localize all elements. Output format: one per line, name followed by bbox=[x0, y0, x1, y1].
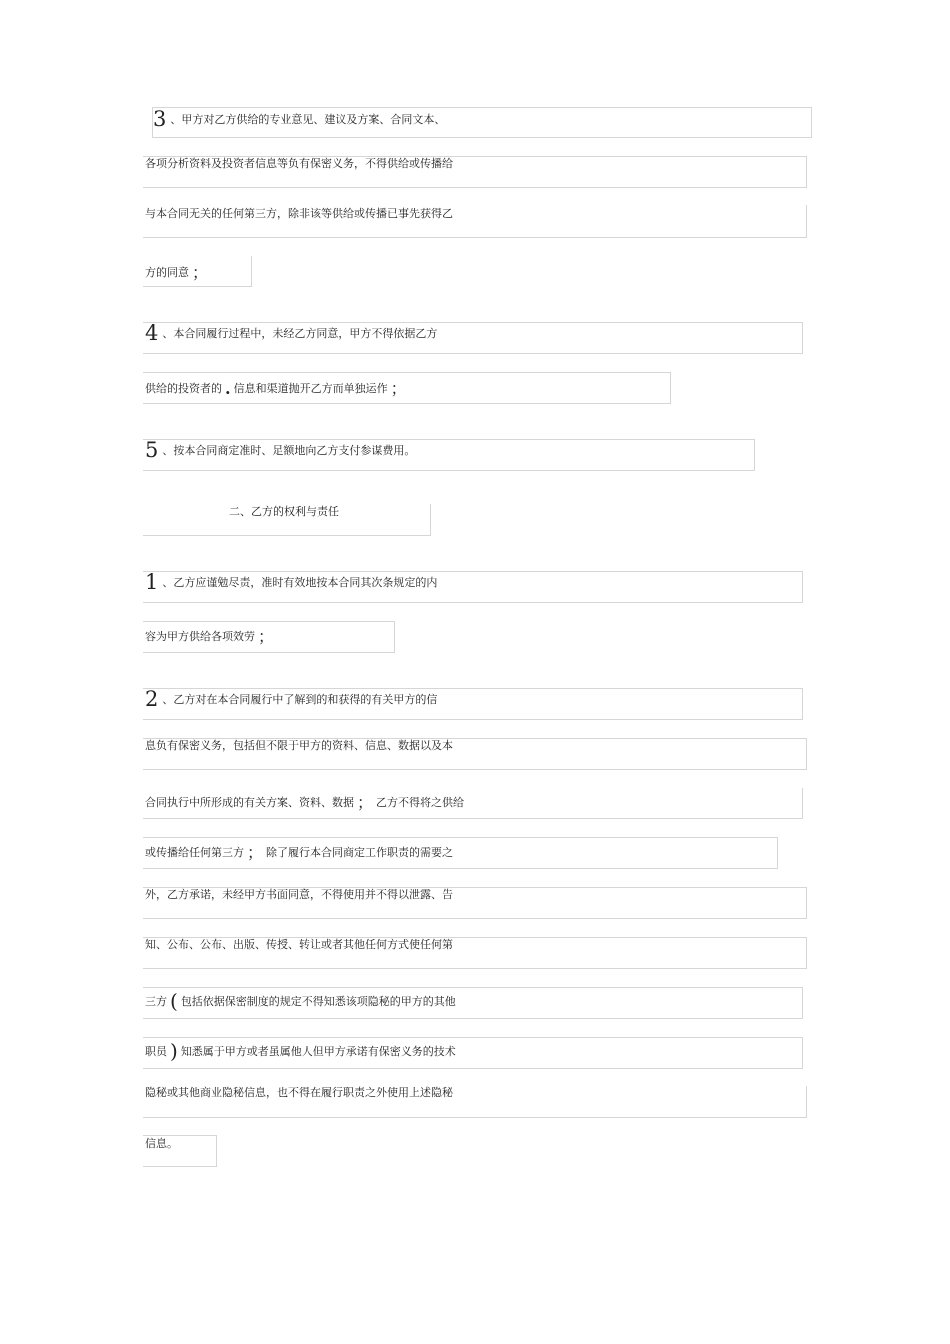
s1-item4-line2 bbox=[143, 372, 671, 404]
s2-item2-close-paren: ) bbox=[170, 1039, 178, 1063]
s2-item1-semicolon: ； bbox=[258, 627, 275, 646]
s2-item2-text5: 外，乙方承诺，未经甲方书面同意，不得使用并不得以泄露、告 bbox=[145, 888, 453, 901]
s2-heading: 二、乙方的权利与责任 bbox=[229, 505, 339, 518]
s2-item1-number: 1 bbox=[145, 570, 159, 594]
s2-item2-line8 bbox=[143, 1037, 803, 1069]
s2-item2-line9 bbox=[143, 1086, 807, 1118]
s1-item3-line1 bbox=[152, 107, 812, 138]
s1-item4-semicolon: ； bbox=[390, 379, 407, 398]
s1-item4-dot: . bbox=[225, 379, 231, 398]
s2-item2-line7 bbox=[143, 987, 803, 1019]
s2-item2-text7b: 包括依据保密制度的规定不得知悉该项隐秘的甲方的其他 bbox=[180, 995, 456, 1008]
s2-item2-text8a: 职员 bbox=[145, 1045, 167, 1058]
s2-item2-line4 bbox=[143, 837, 778, 869]
s2-item2-text4a: 或传播给任何第三方 bbox=[145, 846, 244, 859]
s2-item2-text2: 息负有保密义务，包括但不限于甲方的资料、信息、数据以及本 bbox=[145, 739, 453, 752]
s2-item2-line5 bbox=[143, 887, 807, 919]
s1-item4-text1: 、本合同履行过程中，未经乙方同意，甲方不得依据乙方 bbox=[162, 327, 438, 340]
s2-item2-text10: 信息。 bbox=[145, 1137, 178, 1150]
s1-item3-line2 bbox=[143, 156, 807, 188]
s2-item1-line2 bbox=[143, 621, 395, 653]
s2-item2-text4b: 除了履行本合同商定工作职责的需要之 bbox=[266, 846, 454, 859]
s2-item2-text8b: 知悉属于甲方或者虽属他人但甲方承诺有保密义务的技术 bbox=[180, 1045, 456, 1058]
s2-item2-number: 2 bbox=[145, 687, 159, 711]
s1-item3-line4 bbox=[143, 256, 252, 287]
s2-item2-line10 bbox=[143, 1135, 217, 1167]
s1-item5-text1: 、按本合同商定准时、足额地向乙方支付参谋费用。 bbox=[162, 444, 416, 457]
s2-item2-open-paren: ( bbox=[170, 989, 178, 1013]
s1-item4-line1 bbox=[143, 322, 803, 354]
s1-item3-line3 bbox=[143, 205, 807, 238]
s2-item2-text3a: 合同执行中所形成的有关方案、资料、数据 bbox=[145, 796, 354, 809]
s1-item3-text2: 各项分析资料及投资者信息等负有保密义务，不得供给或传播给 bbox=[145, 157, 453, 170]
s1-item3-semicolon: ； bbox=[192, 263, 209, 282]
s2-item2-line1 bbox=[143, 688, 803, 720]
s1-item3-text4: 方的同意 bbox=[145, 266, 189, 279]
s2-heading-box bbox=[143, 504, 431, 536]
s1-item5-line1 bbox=[143, 439, 755, 471]
s2-item1-text1: 、乙方应谨勉尽责，准时有效地按本合同其次条规定的内 bbox=[162, 576, 438, 589]
s2-item2-text3b: 乙方不得将之供给 bbox=[376, 796, 465, 809]
s2-item2-text7a: 三方 bbox=[145, 995, 167, 1008]
s1-item3-number: 3 bbox=[153, 107, 167, 131]
s1-item3-text1: 、甲方对乙方供给的专业意见、建议及方案、合同文本、 bbox=[170, 113, 446, 126]
s2-item1-line1 bbox=[143, 571, 803, 603]
s2-item2-line2 bbox=[143, 738, 807, 770]
s2-item1-text2: 容为甲方供给各项效劳 bbox=[145, 630, 255, 643]
s2-item2-text6: 知、公布、公布、出版、传授、转让或者其他任何方式使任何第 bbox=[145, 938, 453, 951]
s1-item4-text2a: 供给的投资者的 bbox=[145, 382, 222, 395]
s2-item2-semicolon1: ； bbox=[357, 793, 374, 812]
s1-item4-text2b: 信息和渠道抛开乙方而单独运作 bbox=[233, 382, 388, 395]
s2-item2-text9: 隐秘或其他商业隐秘信息，也不得在履行职责之外使用上述隐秘 bbox=[145, 1086, 453, 1099]
s1-item3-text3: 与本合同无关的任何第三方，除非该等供给或传播已事先获得乙 bbox=[145, 207, 453, 220]
s1-item4-number: 4 bbox=[145, 321, 159, 345]
s2-item2-text1: 、乙方对在本合同履行中了解到的和获得的有关甲方的信 bbox=[162, 693, 438, 706]
s2-item2-semicolon2: ； bbox=[247, 843, 264, 862]
s2-item2-line3 bbox=[143, 788, 803, 819]
s1-item5-number: 5 bbox=[145, 438, 159, 462]
s2-item2-line6 bbox=[143, 937, 807, 969]
